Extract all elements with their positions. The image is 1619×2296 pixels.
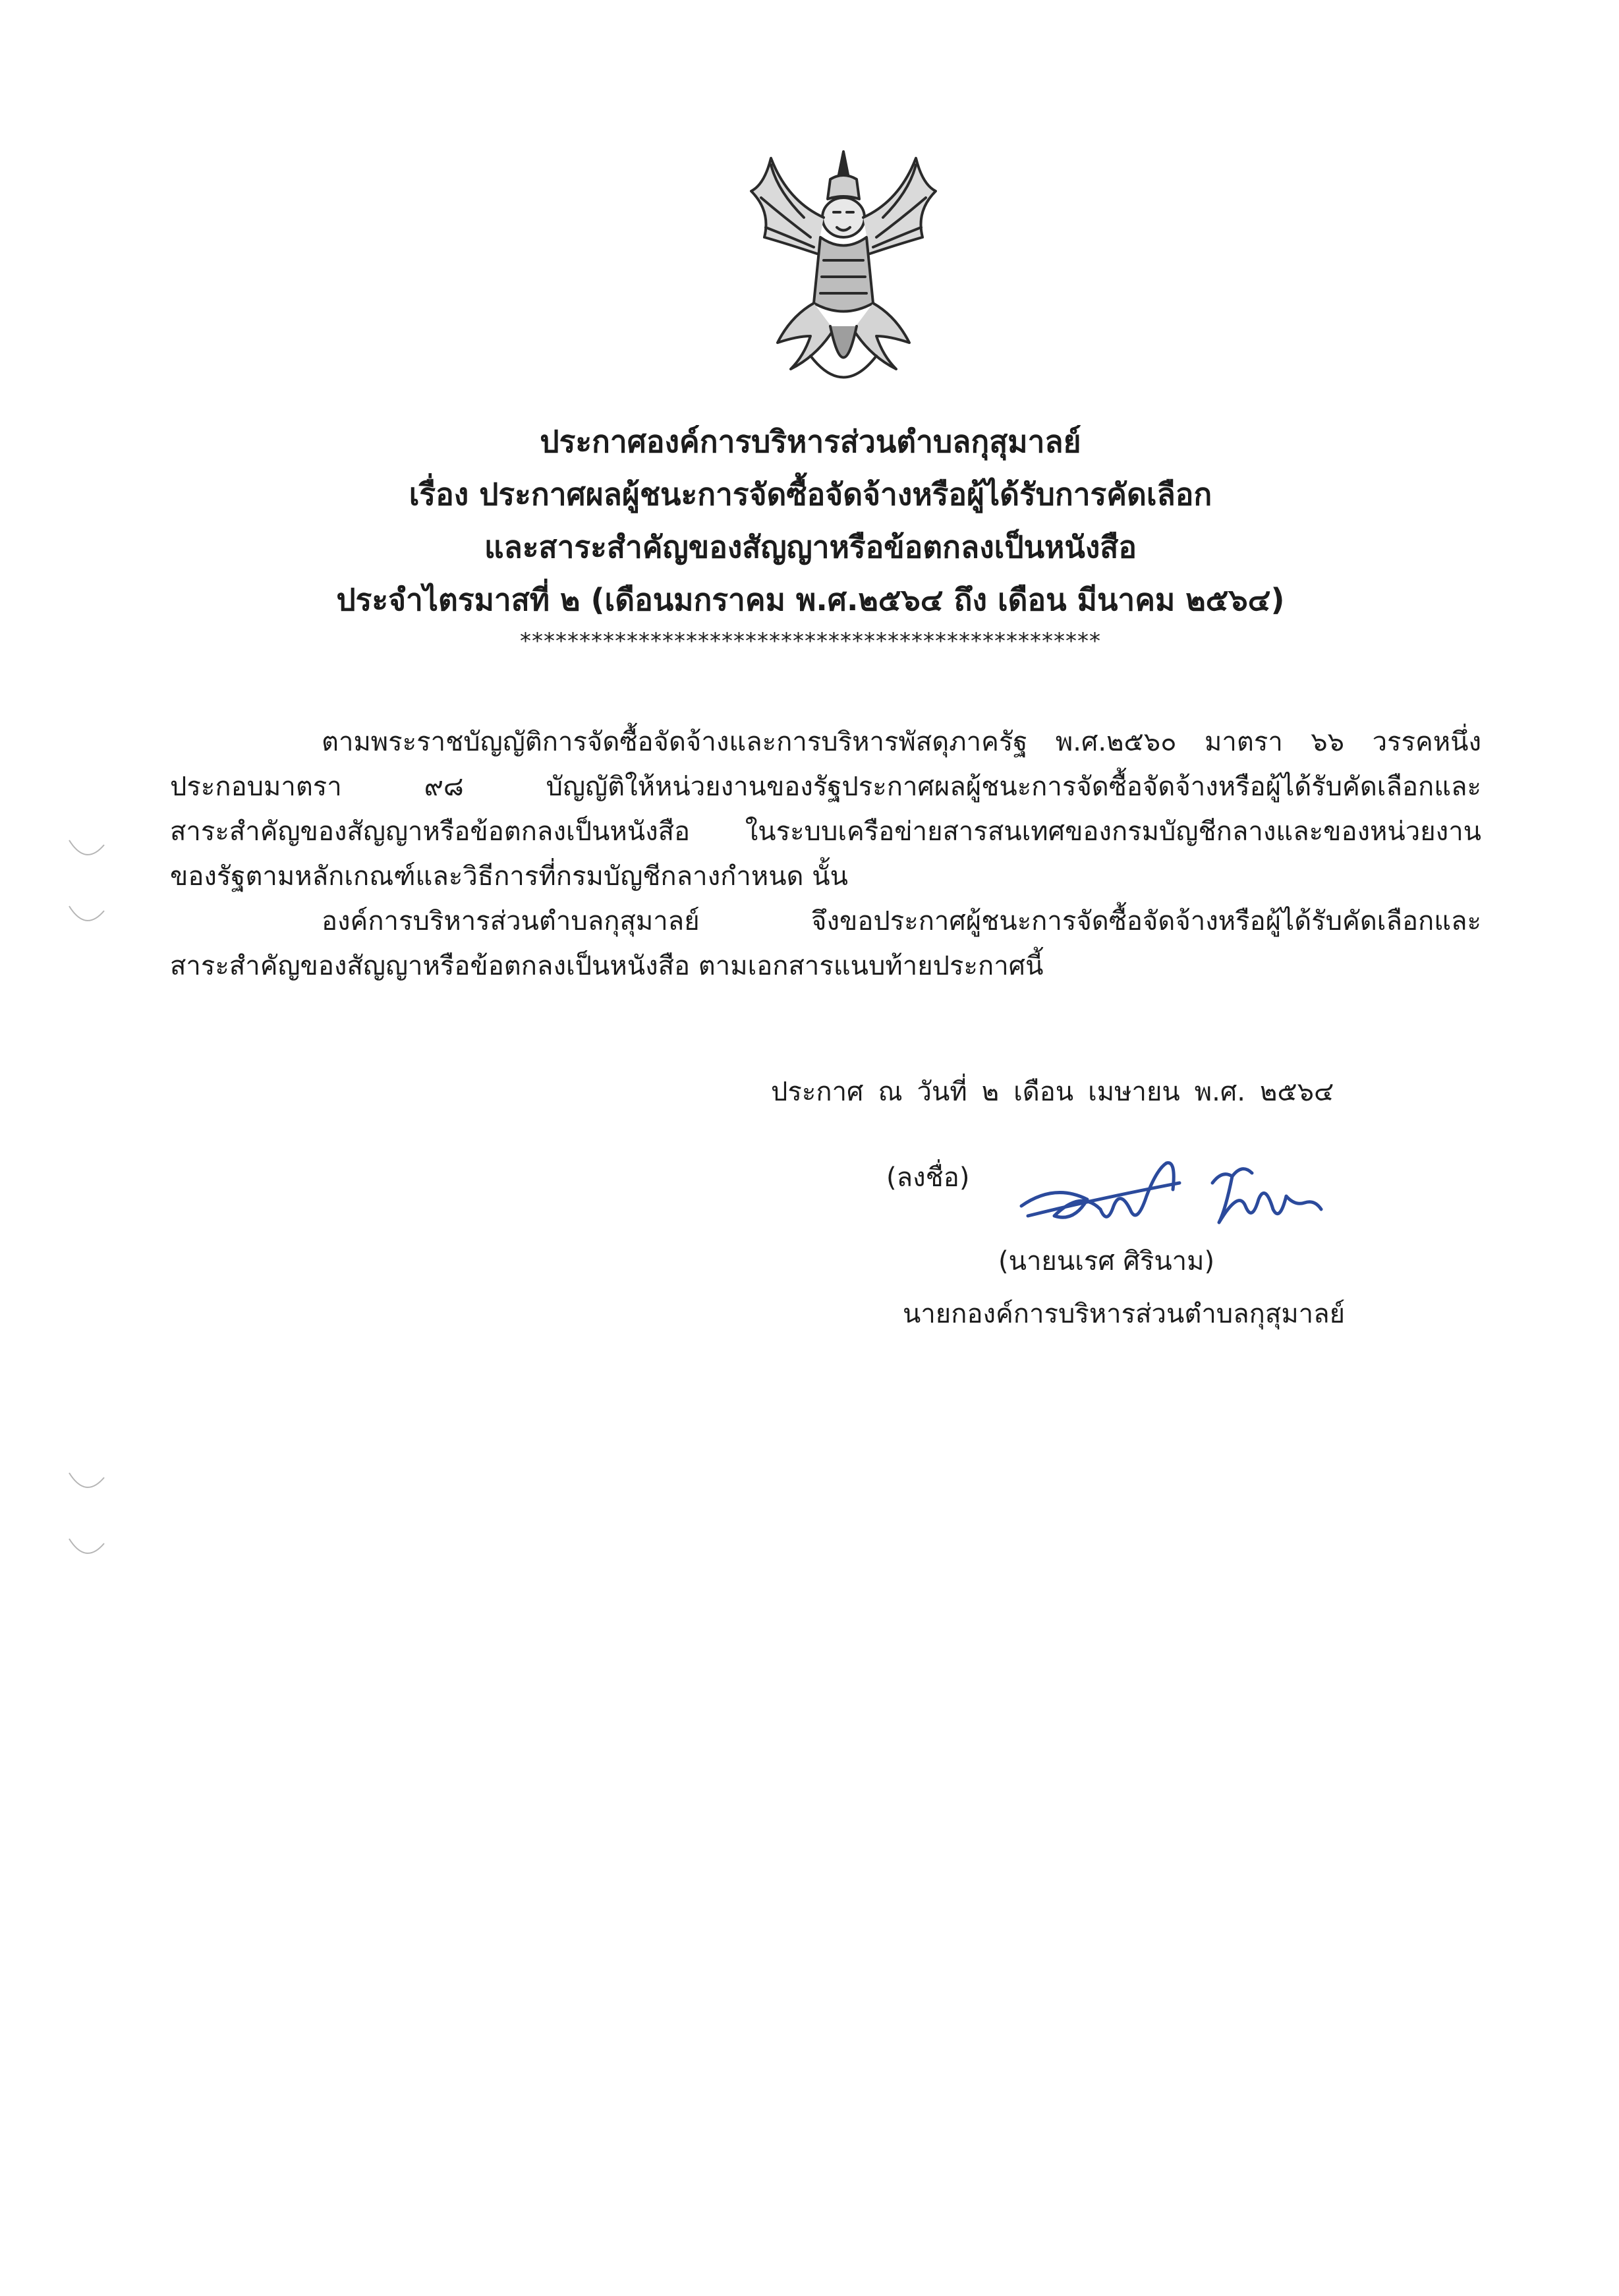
signatory-name: (นายนเรศ ศิรินาม) [998, 1246, 1215, 1277]
paragraph-1-line-2: ประกอบมาตรา ๙๘ บัญญัติให้หน่วยงานของรัฐประกาศผลผู้ชนะการจัดซื้อจัดจ้างหรือผู้ได้รับคัดเลือกและ [170, 772, 1481, 802]
date-day: ๒ [981, 1077, 1000, 1107]
paragraph-2-line-2: สาระสำคัญของสัญญาหรือข้อตกลงเป็นหนังสือ ตามเอกสารแนบท้ายประกาศนี้ [170, 951, 1044, 981]
paragraph-1-line-1: ตามพระราชบัญญัติการจัดซื้อจัดจ้างและการบริหารพัสดุภาครัฐ พ.ศ.๒๕๖๐ มาตรา ๖๖ วรรคหนึ่ง [322, 727, 1481, 757]
announcement-heading [198, 415, 1423, 656]
heading-line-1: ประกาศองค์การบริหารส่วนตำบลกุสุมาลย์ [540, 424, 1081, 459]
paragraph-1-line-4: ของรัฐตามหลักเกณฑ์และวิธีการที่กรมบัญชีกลางกำหนด นั้น [170, 861, 848, 892]
date-at: ณ [878, 1077, 903, 1107]
signatory-title: นายกองค์การบริหารส่วนตำบลกุสุมาลย์ [903, 1299, 1346, 1329]
paragraph-1-line-3: สาระสำคัญของสัญญาหรือข้อตกลงเป็นหนังสือ ในระบบเครือข่ายสารสนเทศของกรมบัญชีกลางและของหน่วยงาน [170, 817, 1481, 847]
punch-hole-mark-icon [66, 1470, 105, 1496]
announcement-date [771, 1070, 1348, 1114]
date-prefix: ประกาศ [771, 1077, 864, 1107]
signature-label: (ลงชื่อ) [886, 1162, 970, 1193]
heading-line-3: และสาระสำคัญของสัญญาหรือข้อตกลงเป็นหนังสือ [484, 529, 1137, 565]
paragraph-2-line-1: องค์การบริหารส่วนตำบลกุสุมาลย์ จึงขอประกาศผู้ชนะการจัดซื้อจัดจ้างหรือผู้ได้รับคัดเลือกและ [322, 906, 1481, 936]
heading-separator: ************************************************* [520, 628, 1101, 654]
date-day-label: วันที่ [917, 1077, 967, 1107]
date-year: ๒๕๖๔ [1259, 1077, 1334, 1107]
date-month: เมษายน [1088, 1077, 1180, 1107]
handwritten-signature [1015, 1143, 1324, 1242]
heading-subject: เรื่อง ประกาศผลผู้ชนะการจัดซื้อจัดจ้างหรือผู้ได้รับการคัดเลือก [409, 476, 1212, 512]
punch-hole-mark-icon [66, 903, 105, 929]
date-era: พ.ศ. [1194, 1077, 1245, 1107]
announcement-body [170, 720, 1481, 989]
garuda-emblem-icon [725, 138, 962, 402]
heading-quarter: ประจำไตรมาสที่ ๒ (เดือนมกราคม พ.ศ.๒๕๖๔ ถึง เดือน มีนาคม ๒๕๖๔) [336, 582, 1285, 617]
punch-hole-mark-icon [66, 1535, 105, 1562]
punch-hole-mark-icon [66, 837, 105, 863]
date-month-label: เดือน [1013, 1077, 1074, 1107]
